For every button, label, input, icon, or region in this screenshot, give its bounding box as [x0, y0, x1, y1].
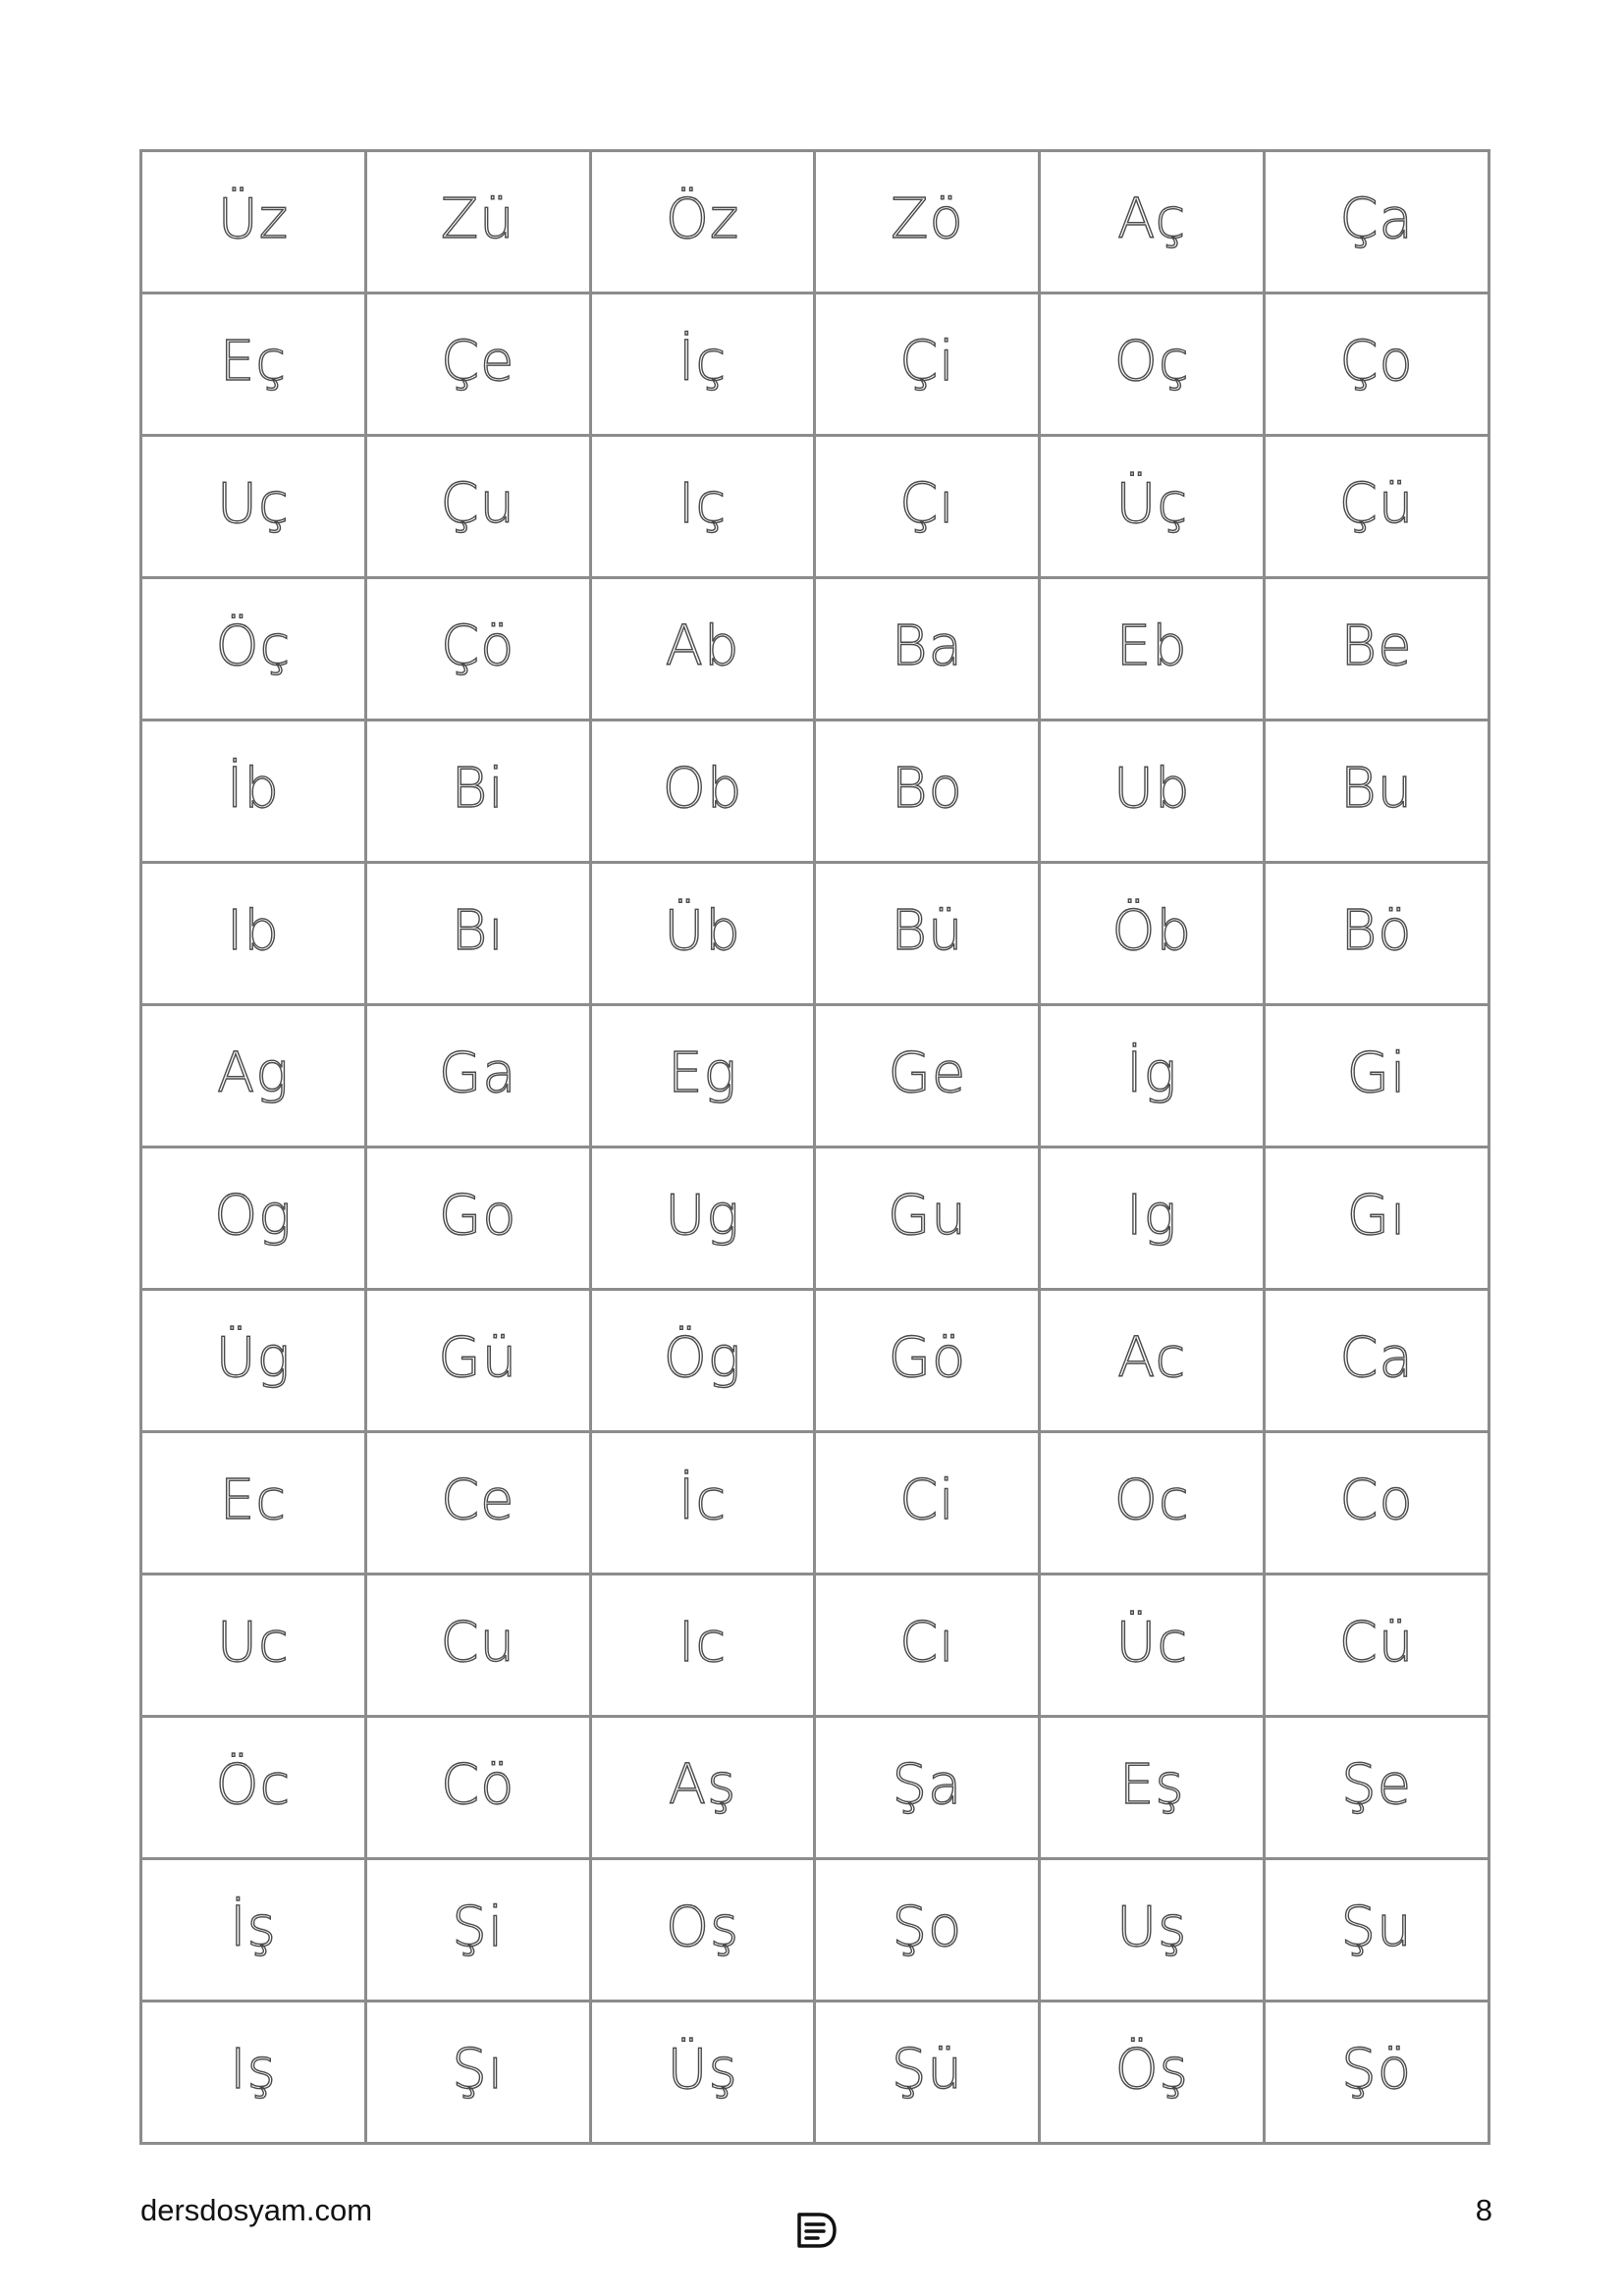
- syllable-text: Ab: [665, 614, 740, 678]
- syllable-text: Cı: [899, 1611, 955, 1675]
- syllable-tracing-grid: [139, 149, 1490, 2145]
- syllable-text: İş: [230, 1896, 277, 1959]
- document-lines-icon: [794, 2212, 838, 2249]
- syllable-cell: [141, 294, 366, 436]
- syllable-cell: [590, 1005, 815, 1148]
- syllable-text: Ci: [899, 1468, 955, 1532]
- syllable-cell: [141, 2002, 366, 2144]
- syllable-cell: [365, 1005, 590, 1148]
- syllable-cell: [1265, 1148, 1489, 1290]
- syllable-text: Ub: [1112, 757, 1191, 821]
- syllable-cell: [590, 1859, 815, 2002]
- syllable-text: Çı: [899, 472, 955, 536]
- grid-row: [141, 1859, 1489, 2002]
- syllable-cell: [590, 721, 815, 863]
- syllable-cell: [815, 1717, 1040, 1859]
- syllable-cell: [1040, 1859, 1265, 2002]
- grid-row: [141, 151, 1489, 294]
- syllable-text: Bo: [891, 757, 963, 821]
- syllable-text: Eç: [219, 330, 287, 394]
- grid-row: [141, 1005, 1489, 1148]
- syllable-text: Bı: [451, 899, 505, 963]
- syllable-cell: [1040, 721, 1265, 863]
- syllable-cell: [1265, 436, 1489, 578]
- syllable-cell: [590, 151, 815, 294]
- syllable-cell: [590, 436, 815, 578]
- syllable-text: Ce: [440, 1468, 515, 1532]
- syllable-text: Cö: [441, 1753, 515, 1817]
- syllable-cell: [590, 1575, 815, 1717]
- syllable-cell: [1040, 578, 1265, 721]
- syllable-text: Gi: [1346, 1041, 1407, 1105]
- syllable-cell: [141, 578, 366, 721]
- syllable-cell: [815, 151, 1040, 294]
- syllable-cell: [365, 721, 590, 863]
- syllable-cell: [815, 436, 1040, 578]
- syllable-text: Be: [1340, 614, 1413, 678]
- grid-row: [141, 1717, 1489, 1859]
- syllable-text: Ço: [1339, 330, 1414, 394]
- syllable-cell: [1040, 436, 1265, 578]
- grid-row: [141, 863, 1489, 1005]
- syllable-text: Ig: [1126, 1184, 1178, 1248]
- syllable-text: Şe: [1341, 1753, 1413, 1817]
- footer-site-name: dersdosyam.com: [140, 2193, 373, 2227]
- syllable-text: Üc: [1115, 1611, 1189, 1675]
- syllable-cell: [590, 1717, 815, 1859]
- syllable-cell: [815, 1290, 1040, 1432]
- syllable-text: Ça: [1339, 187, 1414, 251]
- grid-row: [141, 721, 1489, 863]
- syllable-cell: [1265, 863, 1489, 1005]
- syllable-cell: [365, 436, 590, 578]
- syllable-text: Ob: [662, 757, 743, 821]
- syllable-text: Bü: [891, 899, 964, 963]
- syllable-text: Şa: [892, 1753, 963, 1817]
- syllable-text: Zü: [440, 187, 515, 251]
- syllable-text: Öş: [1114, 2038, 1189, 2102]
- syllable-text: Ög: [663, 1326, 742, 1390]
- syllable-text: Öç: [215, 614, 292, 678]
- syllable-cell: [815, 721, 1040, 863]
- syllable-cell: [1265, 1290, 1489, 1432]
- syllable-text: Gu: [887, 1184, 967, 1248]
- syllable-text: Şi: [452, 1896, 505, 1959]
- grid-row: [141, 1432, 1489, 1575]
- syllable-cell: [1040, 1005, 1265, 1148]
- syllable-text: Eş: [1118, 1753, 1185, 1817]
- syllable-text: Iş: [230, 2038, 277, 2102]
- syllable-cell: [1040, 863, 1265, 1005]
- syllable-text: Oc: [1113, 1468, 1190, 1532]
- syllable-cell: [815, 1432, 1040, 1575]
- syllable-text: Og: [214, 1184, 293, 1248]
- syllable-text: Cu: [440, 1611, 516, 1675]
- syllable-cell: [590, 863, 815, 1005]
- syllable-text: Üb: [664, 899, 741, 963]
- syllable-cell: [815, 863, 1040, 1005]
- syllable-cell: [590, 294, 815, 436]
- syllable-text: Çö: [441, 614, 515, 678]
- syllable-cell: [815, 294, 1040, 436]
- syllable-cell: [1265, 1859, 1489, 2002]
- syllable-text: Uc: [217, 1611, 290, 1675]
- syllable-text: Ca: [1339, 1326, 1414, 1390]
- syllable-cell: [1040, 2002, 1265, 2144]
- syllable-text: Üz: [217, 187, 290, 251]
- syllable-text: Çü: [1338, 472, 1415, 536]
- syllable-text: İç: [677, 330, 728, 394]
- syllable-cell: [141, 1859, 366, 2002]
- syllable-cell: [1040, 1148, 1265, 1290]
- syllable-cell: [590, 1432, 815, 1575]
- syllable-cell: [1040, 294, 1265, 436]
- syllable-text: İg: [1126, 1041, 1178, 1105]
- syllable-cell: [141, 1575, 366, 1717]
- syllable-cell: [141, 1432, 366, 1575]
- syllable-cell: [1265, 1717, 1489, 1859]
- syllable-cell: [1265, 721, 1489, 863]
- syllable-cell: [141, 151, 366, 294]
- syllable-text: Öc: [215, 1753, 292, 1817]
- syllable-cell: [815, 1005, 1040, 1148]
- syllable-text: Çe: [440, 330, 515, 394]
- syllable-text: Ug: [665, 1184, 740, 1248]
- syllable-text: Ba: [891, 614, 963, 678]
- syllable-text: Şu: [1340, 1896, 1413, 1959]
- syllable-text: Cü: [1338, 1611, 1415, 1675]
- grid-row: [141, 436, 1489, 578]
- syllable-text: Çu: [440, 472, 516, 536]
- syllable-cell: [1040, 1432, 1265, 1575]
- syllable-text: Ga: [438, 1041, 517, 1105]
- syllable-text: İb: [226, 757, 280, 821]
- syllable-cell: [815, 1575, 1040, 1717]
- syllable-cell: [815, 1859, 1040, 2002]
- syllable-text: Eg: [668, 1041, 738, 1105]
- syllable-text: Bi: [451, 757, 505, 821]
- syllable-cell: [1265, 578, 1489, 721]
- grid-row: [141, 294, 1489, 436]
- syllable-cell: [141, 1717, 366, 1859]
- syllable-text: Gı: [1346, 1184, 1407, 1248]
- syllable-text: Ag: [216, 1041, 290, 1105]
- syllable-text: Oş: [665, 1896, 740, 1959]
- syllable-cell: [365, 1290, 590, 1432]
- page-number: 8: [1475, 2193, 1492, 2227]
- grid-row: [141, 578, 1489, 721]
- syllable-text: Gü: [438, 1326, 518, 1390]
- syllable-text: Aç: [1117, 187, 1187, 251]
- syllable-text: Eb: [1115, 614, 1188, 678]
- syllable-cell: [590, 1148, 815, 1290]
- grid-row: [141, 2002, 1489, 2144]
- syllable-cell: [1265, 2002, 1489, 2144]
- syllable-text: Co: [1339, 1468, 1414, 1532]
- syllable-cell: [1265, 1432, 1489, 1575]
- grid-row: [141, 1148, 1489, 1290]
- syllable-text: Go: [438, 1184, 517, 1248]
- syllable-text: Oç: [1113, 330, 1190, 394]
- syllable-cell: [815, 578, 1040, 721]
- syllable-text: Üg: [215, 1326, 292, 1390]
- syllable-text: Öz: [665, 187, 740, 251]
- syllable-text: Ge: [888, 1041, 967, 1105]
- syllable-cell: [141, 436, 366, 578]
- grid-row: [141, 1290, 1489, 1432]
- syllable-text: Ac: [1117, 1326, 1187, 1390]
- syllable-text: Öb: [1111, 899, 1193, 963]
- syllable-cell: [1040, 1717, 1265, 1859]
- syllable-cell: [815, 2002, 1040, 2144]
- syllable-cell: [365, 1859, 590, 2002]
- syllable-cell: [590, 2002, 815, 2144]
- syllable-cell: [1040, 151, 1265, 294]
- syllable-cell: [365, 294, 590, 436]
- syllable-text: Iç: [677, 472, 728, 536]
- syllable-text: Üç: [1115, 472, 1189, 536]
- syllable-text: Şü: [891, 2038, 963, 2102]
- syllable-cell: [365, 151, 590, 294]
- syllable-cell: [141, 1148, 366, 1290]
- syllable-cell: [590, 578, 815, 721]
- syllable-cell: [141, 1005, 366, 1148]
- syllable-text: Şo: [892, 1896, 963, 1959]
- syllable-cell: [365, 1717, 590, 1859]
- syllable-text: Uç: [217, 472, 290, 536]
- syllable-text: Çi: [899, 330, 955, 394]
- syllable-cell: [1265, 1575, 1489, 1717]
- syllable-cell: [365, 1432, 590, 1575]
- syllable-text: Uş: [1116, 1896, 1188, 1959]
- syllable-cell: [590, 1290, 815, 1432]
- syllable-text: Ec: [219, 1468, 287, 1532]
- syllable-cell: [365, 1575, 590, 1717]
- syllable-text: Şı: [452, 2038, 505, 2102]
- syllable-cell: [141, 1290, 366, 1432]
- syllable-cell: [141, 721, 366, 863]
- syllable-text: Zö: [891, 187, 964, 251]
- syllable-cell: [1265, 151, 1489, 294]
- syllable-text: Bö: [1340, 899, 1413, 963]
- syllable-text: Aş: [668, 1753, 737, 1817]
- syllable-text: Bu: [1339, 757, 1414, 821]
- syllable-text: Üş: [667, 2038, 738, 2102]
- syllable-cell: [815, 1148, 1040, 1290]
- syllable-text: Ib: [226, 899, 280, 963]
- syllable-cell: [141, 863, 366, 1005]
- syllable-cell: [365, 578, 590, 721]
- syllable-text: Gö: [888, 1326, 967, 1390]
- syllable-cell: [365, 863, 590, 1005]
- syllable-cell: [1265, 1005, 1489, 1148]
- syllable-text: Şö: [1341, 2038, 1412, 2102]
- syllable-cell: [1265, 294, 1489, 436]
- syllable-cell: [365, 1148, 590, 1290]
- syllable-cell: [1040, 1575, 1265, 1717]
- syllable-text: Ic: [677, 1611, 728, 1675]
- syllable-cell: [365, 2002, 590, 2144]
- grid-row: [141, 1575, 1489, 1717]
- syllable-cell: [1040, 1290, 1265, 1432]
- syllable-text: İc: [677, 1468, 728, 1532]
